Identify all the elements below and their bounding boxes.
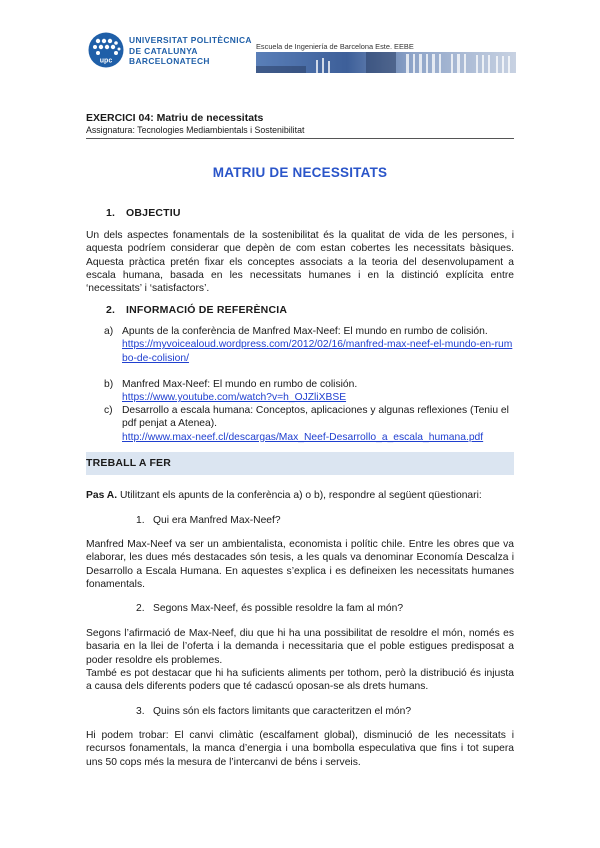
reference-link[interactable]: https://myvoicealoud.wordpress.com/2012/02/16/manfred-max-neef-el-mundo-en-rumbo-de-colision/ <box>122 339 513 364</box>
reference-item <box>104 378 514 405</box>
pas-a-instruction <box>86 490 482 501</box>
title-divider <box>86 138 514 139</box>
section-title: INFORMACIÓ DE REFERÈNCIA <box>126 304 288 316</box>
school-name: Escuela de Ingeniería de Barcelona Este. EEBE <box>256 42 414 51</box>
pas-a-label: Pas A. <box>86 490 118 501</box>
question-number: 2. <box>136 603 145 614</box>
answer-2: Segons l’afirmació de Max-Neef, diu que hi ha una possibilitat de resoldre el món, només es basaria en la llei de l’oferta i la demanda i necessitaria que el poble estigues predisposat a poder resoldre els problemes. <box>86 628 514 666</box>
work-section-title: TREBALL A FER <box>86 457 172 469</box>
reference-item <box>104 325 514 365</box>
section-objectiu-heading <box>106 207 181 219</box>
university-line-2: DE CATALUNYA <box>129 45 198 56</box>
question-number: 3. <box>136 706 145 717</box>
reference-letter: a) <box>104 326 114 337</box>
page-title: MATRIU DE NECESSITATS <box>212 165 388 180</box>
question-1 <box>136 515 281 526</box>
answer-1: Manfred Max-Neef va ser un ambientalista, economista i polític chile. Entre les obres que va elaborar, les dues més destacades són tesis, a les quals va denominar Economía Descalza i Desarrollo a Escala Humana. En aquestes s’explica i es defineixen les necessitats humanes fonamentals. <box>86 539 514 590</box>
exercise-subject: Assignatura: Tecnologies Mediambientals i Sostenibilitat <box>86 125 305 135</box>
upc-logo <box>88 32 252 68</box>
header-banner-image <box>256 52 516 73</box>
section-number: 1. <box>106 207 116 219</box>
question-2 <box>136 603 403 614</box>
answer-3: Hi podem trobar: El canvi climàtic (escalfament global), disminució de les necessitats i recursos fonamentals, la manca d’energia i una bombolla especulativa que fins i tot supera uns 50 cops més la mesura de l’intercanvi de béns i serveis. <box>86 730 514 768</box>
section-number: 2. <box>106 304 116 316</box>
university-line-1: UNIVERSITAT POLITÈCNICA <box>129 35 252 45</box>
reference-text: Desarrollo a escala humana: Conceptos, aplicaciones y algunas reflexiones (Teniu el pdf penjat a Atenea). <box>122 405 509 430</box>
reference-link[interactable]: https://www.youtube.com/watch?v=h_OJZliXBSE <box>122 392 347 404</box>
reference-letter: c) <box>104 405 113 416</box>
question-text: Quins són els factors limitants que caracteritzen el món? <box>153 706 412 717</box>
question-number: 1. <box>136 515 145 526</box>
reference-text: Apunts de la conferència de Manfred Max-Neef: El mundo en rumbo de colisión. <box>122 326 488 337</box>
answer-2-continued: També es pot destacar que hi ha suficients aliments per tothom, però la distribució és injusta a causa dels diferents poders que té cadascú oposan-se als drets humans. <box>86 668 514 693</box>
reference-link[interactable]: http://www.max-neef.cl/descargas/Max_Neef-Desarrollo_a_escala_humana.pdf <box>122 431 484 443</box>
section-title: OBJECTIU <box>126 207 181 219</box>
pas-a-text: Utilitzant els apunts de la conferència a) o b), respondre al següent qüestionari: <box>117 490 482 501</box>
reference-text: Manfred Max-Neef: El mundo en rumbo de colisión. <box>122 379 358 390</box>
question-text: Segons Max-Neef, és possible resoldre la fam al món? <box>153 603 404 614</box>
reference-item <box>104 404 514 444</box>
question-3 <box>136 706 411 717</box>
exercise-title: EXERCICI 04: Matriu de necessitats <box>86 112 264 124</box>
reference-letter: b) <box>104 379 114 390</box>
svg-text:upc: upc <box>99 57 113 65</box>
university-name <box>129 35 252 67</box>
work-section-bar <box>86 452 514 475</box>
upc-logo-mark <box>88 32 124 68</box>
section-referencia-heading <box>106 304 287 316</box>
question-text: Qui era Manfred Max-Neef? <box>153 515 281 526</box>
objectiu-paragraph: Un dels aspectes fonamentals de la sostenibilitat és la qualitat de vida de les persones, i aquesta podríem considerar que depèn de com estan cobertes les necessitats bàsiques. Aquesta pràctica pretén fixar els conceptes associats a la teoria del desenvolupament a escala humana, basada en les necessitats humanes i en la distinció explícita entre ‘necessitats’ i ‘satisfactors’. <box>86 230 514 295</box>
university-line-3: BARCELONATECH <box>129 56 210 66</box>
